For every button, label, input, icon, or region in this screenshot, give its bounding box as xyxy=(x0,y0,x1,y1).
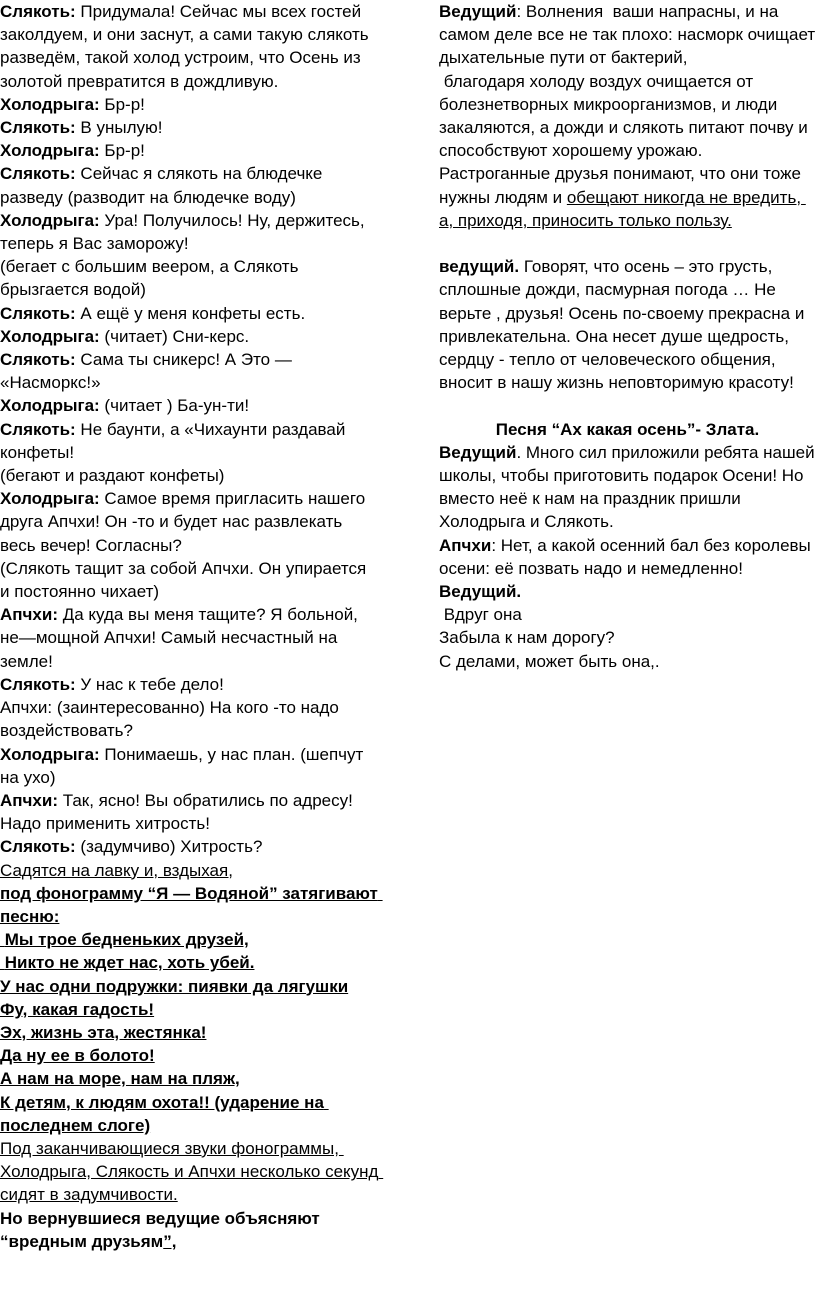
song-intro-text: под фонограмму “Я — Водяной” затягивают песню: xyxy=(0,883,383,926)
speaker: Слякоть: xyxy=(0,2,76,21)
line-text: У нас к тебе дело! xyxy=(75,674,224,694)
line-text: (задумчиво) Хитрость? xyxy=(75,837,263,857)
underlined-text: обещают никогда не вредить, а, приходя, приносить только пользу. xyxy=(439,187,806,230)
paragraph xyxy=(0,789,380,835)
song-line xyxy=(0,1091,380,1137)
paragraph xyxy=(439,70,816,232)
song-line xyxy=(0,1067,380,1090)
line-text: (читает ) Ба-ун-ти! xyxy=(99,396,250,416)
speaker: Апчхи: xyxy=(0,605,58,625)
speaker: Холодрыга: xyxy=(0,744,100,764)
line-text: : Волнения ваши напрасны, и на самом деле все не так плохо: насморк очищает дыхательные пути от бактерий, xyxy=(439,2,816,68)
speaker: Холодрыга: xyxy=(0,396,100,416)
line-text: Понимаешь, у нас план. (шепчут на ухо) xyxy=(0,744,369,787)
paragraph xyxy=(0,835,380,858)
spacer xyxy=(439,232,816,255)
poem-line: Забыла к нам дорогу? xyxy=(439,628,615,648)
paragraph xyxy=(439,0,816,70)
stage-direction: (бегает с большим веером, а Слякоть брызгается водой) xyxy=(0,257,304,300)
paragraph xyxy=(439,255,816,394)
paragraph xyxy=(0,93,380,116)
stage-direction: Под заканчивающиеся звуки фонограммы, Холодрыга, Слякость и Апчхи несколько секунд сидят в задумчивости. xyxy=(0,1138,384,1205)
speaker: Холодрыга: xyxy=(0,141,100,161)
speaker: Апчхи: xyxy=(0,790,58,810)
line-text: благодаря холоду воздух очищается от болезнетворных микроорганизмов, и люди закаляются, а дожди и слякоть питают почву и способствуют хорошему урожаю. Растроганные друзья понимают, что они тоже нужны людям и xyxy=(439,71,813,207)
song-line-text: Мы трое бедненьких друзей, xyxy=(0,930,249,950)
song-title-text: Песня “Ах какая осень”- Злата. xyxy=(495,419,760,439)
speaker: Слякоть: xyxy=(0,118,76,138)
song-line-text: Фу, какая гадость! xyxy=(0,999,155,1019)
paragraph xyxy=(0,325,380,348)
speaker: Ведущий. xyxy=(439,582,522,602)
song-line-text: Эх, жизнь эта, жестянка! xyxy=(0,1022,207,1042)
poem-line: Вдруг она xyxy=(439,605,522,625)
line-text: Сама ты сникерс! А Это — «Насморкс!» xyxy=(0,350,297,393)
song-intro xyxy=(0,882,383,928)
paragraph xyxy=(0,139,380,162)
line-text: Бр-р! xyxy=(99,94,145,114)
song-line-text: К детям, к людям охота!! (ударение на последнем слоге) xyxy=(0,1092,329,1135)
line-text: Ура! Получилось! Ну, держитесь, теперь я Вас заморожу! xyxy=(0,210,370,254)
song-line xyxy=(0,951,380,974)
paragraph xyxy=(0,603,380,673)
paragraph xyxy=(0,418,380,464)
song-title xyxy=(439,418,816,441)
paragraph xyxy=(0,162,380,208)
song-line xyxy=(0,1044,380,1067)
speaker: Холодрыга: xyxy=(0,489,100,509)
speaker: Слякоть: xyxy=(0,164,76,184)
stage-direction: Садятся на лавку и, вздыхая, xyxy=(0,860,233,880)
paragraph xyxy=(0,302,380,325)
line-text: Бр-р! xyxy=(99,141,145,161)
line-text: Придумала! Сейчас мы всех гостей заколдуем, и они заснут, а сами такую слякоть разведём, такой холод устроим, что Осень из золотой превратится в дождливую. xyxy=(0,2,374,91)
line-text: . Много сил приложили ребята нашей школы, чтобы приготовить подарок Осени! Но вместо неё к нам на праздник пришли Холодрыга и Слякоть. xyxy=(439,442,815,532)
paragraph xyxy=(0,487,380,557)
line-text: : Нет, а какой осенний бал без королевы осени: её позвать надо и немедленно! xyxy=(439,535,816,578)
song-line-text: У нас одни подружки: пиявки да лягушки xyxy=(0,976,349,996)
line-text: Да куда вы меня тащите? Я больной, не—мощной Апчхи! Самый несчастный на земле! xyxy=(0,605,363,671)
stage-direction: (Слякоть тащит за собой Апчхи. Он упирается и постоянно чихает) xyxy=(0,558,371,602)
speaker: Слякоть: xyxy=(0,419,76,439)
song-line xyxy=(0,1021,380,1044)
song-line-text: Никто не ждет нас, хоть убей. xyxy=(0,953,255,973)
speaker: Слякоть: xyxy=(0,674,76,694)
paragraph xyxy=(0,116,380,139)
paragraph xyxy=(0,673,380,696)
right-column xyxy=(439,0,816,673)
paragraph xyxy=(0,0,380,93)
bold-underlined-text: ”, xyxy=(163,1231,177,1251)
speaker: Холодрыга: xyxy=(0,326,100,346)
song-line-text: А нам на море, нам на пляж, xyxy=(0,1069,240,1089)
line-text: В унылую! xyxy=(75,118,163,138)
speaker: Холодрыга: xyxy=(0,94,100,114)
paragraph xyxy=(0,1207,380,1253)
speaker: Апчхи xyxy=(439,535,492,555)
paragraph xyxy=(439,441,816,534)
left-column xyxy=(0,0,384,1253)
speaker: Холодрыга: xyxy=(0,210,100,230)
line-text: Сейчас я слякоть на блюдечке разведу (разводит на блюдечке воду) xyxy=(0,164,328,207)
line-text: Не баунти, а «Чихаунти раздавай конфеты! xyxy=(0,419,351,462)
stage-direction: (бегают и раздают конфеты) xyxy=(0,466,225,486)
speaker: Слякоть: xyxy=(0,350,76,370)
spacer xyxy=(439,394,816,417)
line-text: (читает) Сни-керс. xyxy=(99,326,250,346)
paragraph xyxy=(439,534,816,580)
song-line xyxy=(0,975,380,998)
line-text: Так, ясно! Вы обратились по адресу! Надо применить хитрость! xyxy=(0,790,358,834)
song-line xyxy=(0,928,380,951)
line-text: А ещё у меня конфеты есть. xyxy=(75,303,306,323)
song-line xyxy=(0,998,380,1021)
song-line-text: Да ну ее в болото! xyxy=(0,1046,155,1066)
line-text: Говорят, что осень – это грусть, сплошные дожди, пасмурная погода … Не верьте , друзья! Осень по-своему прекрасна и привлекательна. Она несет душе щедрость, сердцу - тепло от человеческого общения, вносит в нашу жизнь неповторимую красоту! xyxy=(439,257,810,393)
poem-line: С делами, может быть она,. xyxy=(439,651,660,671)
speaker: Слякоть: xyxy=(0,303,76,323)
speaker: Ведущий xyxy=(439,442,517,462)
paragraph xyxy=(0,348,380,394)
paragraph: Апчхи: (заинтересованно) На кого -то надо воздействовать? xyxy=(0,698,344,741)
paragraph xyxy=(0,394,380,417)
paragraph xyxy=(0,743,380,789)
paragraph xyxy=(439,580,816,603)
speaker: Слякоть: xyxy=(0,837,76,857)
line-text: Самое время пригласить нашего друга Апчхи! Он -то и будет нас развлекать весь вечер! Согласны? xyxy=(0,489,370,555)
speaker: ведущий. xyxy=(439,257,520,277)
bold-text: Но вернувшиеся ведущие объясняют “вредным друзьям xyxy=(0,1208,325,1251)
speaker: Ведущий xyxy=(439,2,517,21)
paragraph xyxy=(0,209,380,255)
